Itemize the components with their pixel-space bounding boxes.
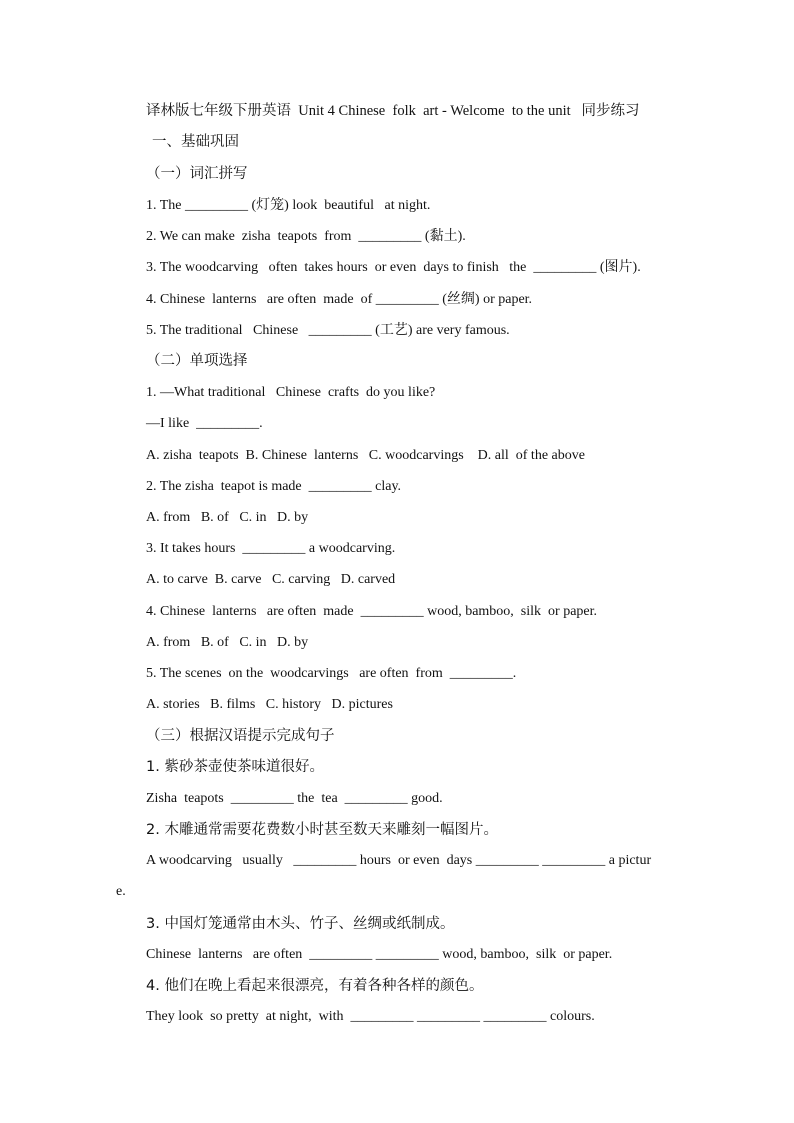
spelling-item-2: 2. We can make zisha teapots from _________ (黏土). xyxy=(146,229,466,244)
spelling-item-1: 1. The _________ (灯笼) look beautiful at night. xyxy=(146,198,431,213)
mc-options-3: A. to carve B. carve C. carving D. carved xyxy=(146,572,396,587)
mc-options-4: A. from B. of C. in D. by xyxy=(146,635,309,650)
mc-options-2: A. from B. of C. in D. by xyxy=(146,510,309,525)
spelling-item-3: 3. The woodcarving often takes hours or even days to finish the _________ (图片). xyxy=(146,260,641,275)
mc-question-1: 1. —What traditional Chinese crafts do you like? xyxy=(146,385,436,400)
translation-prompt-4: 4. 他们在晚上看起来很漂亮，有着各种各样的颜色。 xyxy=(146,978,484,994)
mc-question-5: 5. The scenes on the woodcarvings are often from _________. xyxy=(146,666,517,681)
translation-prompt-1: 1. 紫砂茶壶使茶味道很好。 xyxy=(146,759,324,775)
mc-options-5: A. stories B. films C. history D. pictures xyxy=(146,697,393,712)
translation-sentence-1: Zisha teapots _________ the tea _________ good. xyxy=(146,791,443,806)
mc-question-2: 2. The zisha teapot is made _________ clay. xyxy=(146,479,402,494)
translation-prompt-3: 3. 中国灯笼通常由木头、竹子、丝绸或纸制成。 xyxy=(146,916,455,932)
translation-sentence-2-wrap: e. xyxy=(116,884,126,899)
translation-sentence-2: A woodcarving usually _________ hours or even days _________ _________ a pictur xyxy=(146,853,652,868)
section-heading-basics: 一、基础巩固 xyxy=(152,134,239,150)
translation-sentence-3: Chinese lanterns are often _________ _________ wood, bamboo, silk or paper. xyxy=(146,947,613,962)
spelling-item-5: 5. The traditional Chinese _________ (工艺) are very famous. xyxy=(146,323,510,338)
part-heading-multiple-choice: （二）单项选择 xyxy=(146,353,248,369)
page-title: 译林版七年级下册英语 Unit 4 Chinese folk art - Welcome to the unit 同步练习 xyxy=(146,103,640,119)
part-heading-spelling: （一）词汇拼写 xyxy=(146,166,248,182)
mc-question-1-answer-line: —I like _________. xyxy=(146,416,263,431)
translation-sentence-4: They look so pretty at night, with _________ _________ _________ colours. xyxy=(146,1009,595,1024)
mc-question-4: 4. Chinese lanterns are often made _________ wood, bamboo, silk or paper. xyxy=(146,604,598,619)
translation-prompt-2: 2. 木雕通常需要花费数小时甚至数天来雕刻一幅图片。 xyxy=(146,822,498,838)
part-heading-translation: （三）根据汉语提示完成句子 xyxy=(146,728,335,744)
mc-options-1: A. zisha teapots B. Chinese lanterns C. woodcarvings D. all of the above xyxy=(146,448,585,463)
mc-question-3: 3. It takes hours _________ a woodcarving. xyxy=(146,541,396,556)
spelling-item-4: 4. Chinese lanterns are often made of _________ (丝绸) or paper. xyxy=(146,292,533,307)
